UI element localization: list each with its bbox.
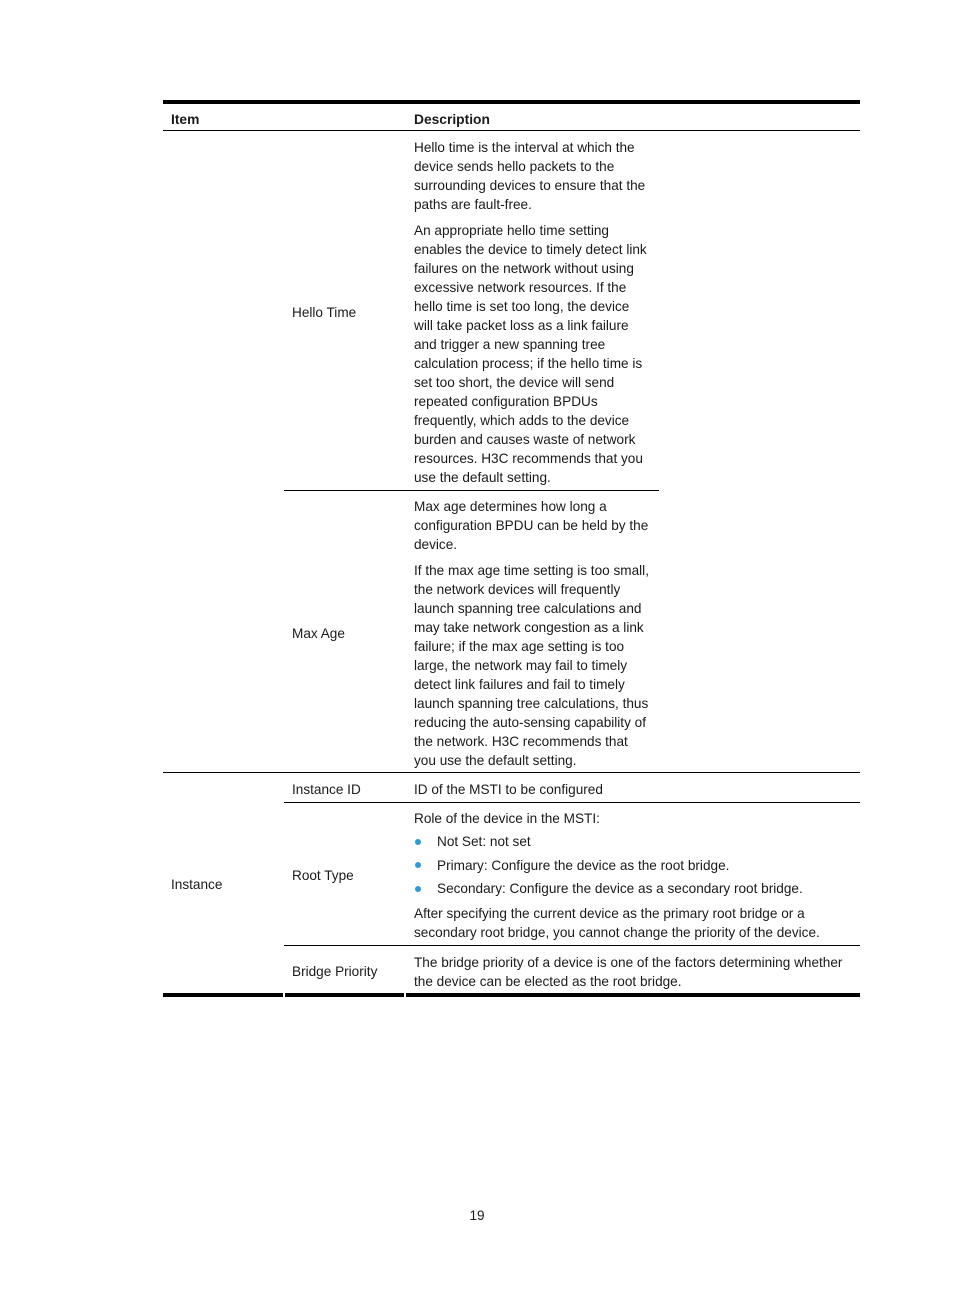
text-line: the network devices will frequently (414, 582, 621, 597)
page-number: 19 (469, 1208, 485, 1223)
text-line: failures on the network without using (414, 261, 634, 276)
roottype-priority-divider (284, 945, 860, 946)
text-line: frequently, which adds to the device (414, 413, 630, 428)
root-type-option-not-set: Not Set: not set (437, 834, 531, 849)
text-line: large, the network may fail to timely (414, 658, 628, 673)
text-line: resources. H3C recommends that you (414, 451, 643, 466)
root-type-option-primary: Primary: Configure the device as the root bridge. (437, 858, 730, 873)
text-line: detect link failures and fail to timely (414, 677, 625, 692)
hello-time-label: Hello Time (292, 305, 357, 320)
header-item: Item (171, 112, 200, 127)
table-bottom-rule-c (406, 993, 860, 997)
text-line: If the max age time setting is too small, (414, 563, 649, 578)
hello-time-desc-1 (414, 138, 664, 214)
instance-id-label: Instance ID (292, 782, 361, 797)
root-type-intro: Role of the device in the MSTI: (414, 811, 600, 826)
text-line: you use the default setting. (414, 753, 577, 768)
bridge-priority-desc (414, 953, 854, 991)
max-age-desc-1 (414, 497, 664, 554)
text-line: An appropriate hello time setting (414, 223, 609, 238)
bullet-dot (415, 839, 421, 845)
bridge-priority-label: Bridge Priority (292, 964, 378, 979)
text-line: set too short, the device will send (414, 375, 615, 390)
text-line: calculation process; if the hello time is (414, 356, 643, 371)
text-line: enables the device to timely detect link (414, 242, 647, 257)
root-type-note (414, 904, 854, 942)
instance-label: Instance (171, 877, 223, 892)
text-line: secondary root bridge, you cannot change the priority of the device. (414, 925, 820, 940)
table-top-rule (163, 100, 860, 104)
hello-maxage-divider (284, 490, 659, 491)
hello-time-desc-2 (414, 221, 664, 487)
text-line: will take packet loss as a link failure (414, 318, 629, 333)
text-line: launch spanning tree calculations and (414, 601, 642, 616)
text-line: Max age determines how long a (414, 499, 607, 514)
text-line: failure; if the max age setting is too (414, 639, 625, 654)
text-line: surrounding devices to ensure that the (414, 178, 646, 193)
text-line: and trigger a new spanning tree (414, 337, 606, 352)
root-type-label: Root Type (292, 868, 354, 883)
table-bottom-rule-b (285, 993, 404, 997)
header-bottom-rule (163, 130, 860, 131)
text-line: After specifying the current device as the primary root bridge or a (414, 906, 805, 921)
text-line: hello time is set too long, the device (414, 299, 630, 314)
text-line: excessive network resources. If the (414, 280, 627, 295)
bullet-dot (415, 886, 421, 892)
text-line: the device can be elected as the root bridge. (414, 974, 682, 989)
instanceid-roottype-divider (284, 802, 860, 803)
text-line: paths are fault-free. (414, 197, 532, 212)
text-line: The bridge priority of a device is one of the factors determining whether (414, 955, 843, 970)
text-line: repeated configuration BPDUs (414, 394, 598, 409)
header-description: Description (414, 112, 490, 127)
text-line: device sends hello packets to the (414, 159, 615, 174)
text-line: configuration BPDU can be held by the (414, 518, 649, 533)
text-line: burden and causes waste of network (414, 432, 636, 447)
text-line: reducing the auto-sensing capability of (414, 715, 646, 730)
max-age-label: Max Age (292, 626, 345, 641)
text-line: launch spanning tree calculations, thus (414, 696, 649, 711)
text-line: the network. H3C recommends that (414, 734, 628, 749)
text-line: use the default setting. (414, 470, 551, 485)
instance-top-rule (163, 772, 860, 773)
instance-id-desc: ID of the MSTI to be configured (414, 782, 603, 797)
bullet-dot (415, 862, 421, 868)
text-line: device. (414, 537, 458, 552)
root-type-option-secondary: Secondary: Configure the device as a secondary root bridge. (437, 881, 803, 896)
table-bottom-rule-a (163, 993, 283, 997)
text-line: Hello time is the interval at which the (414, 140, 635, 155)
text-line: may take network congestion as a link (414, 620, 644, 635)
max-age-desc-2 (414, 561, 664, 770)
